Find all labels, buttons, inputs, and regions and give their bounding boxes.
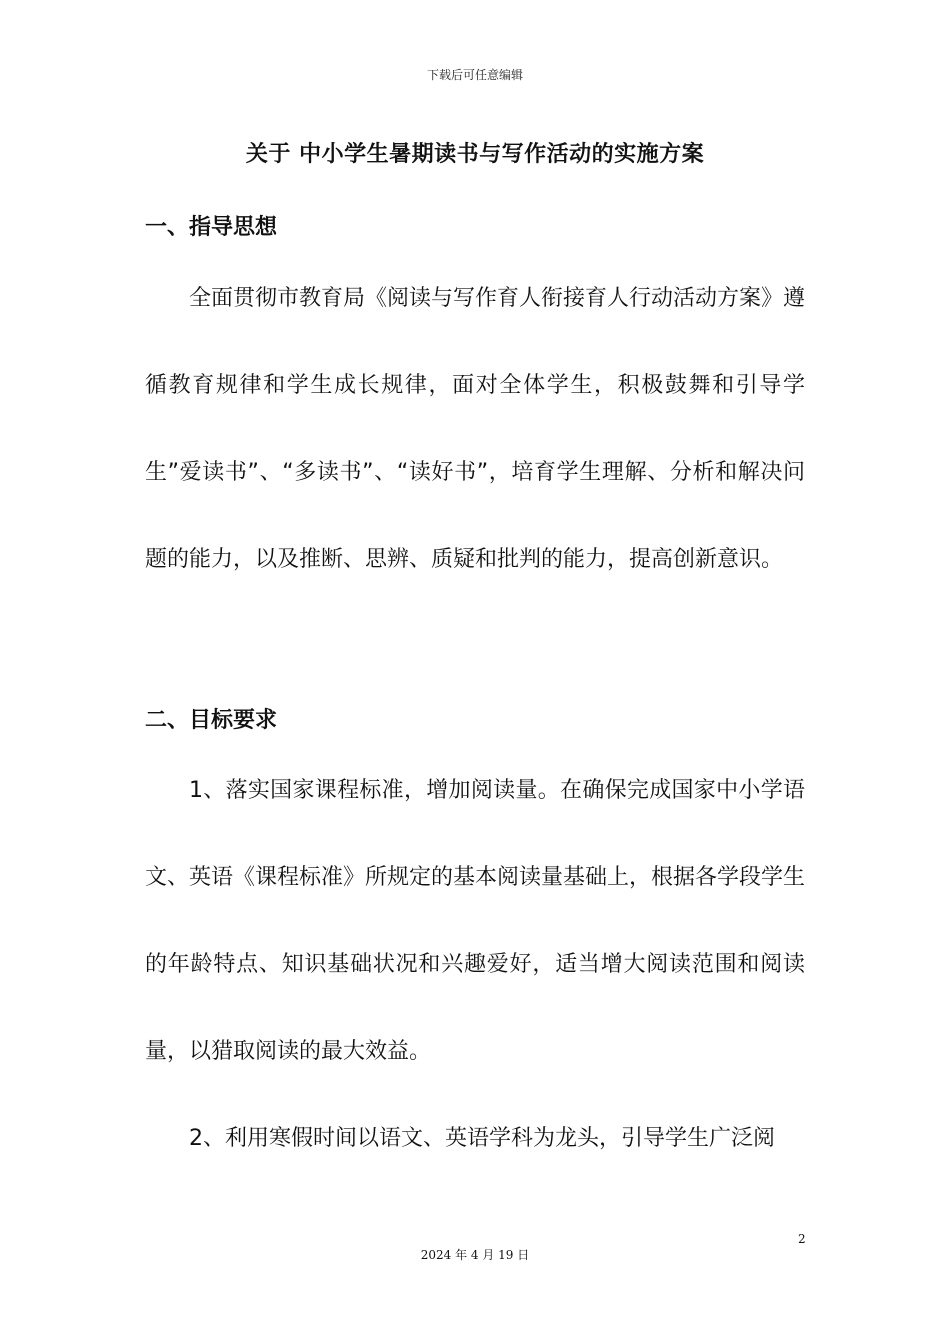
document-title: 关于 中小学生暑期读书与写作活动的实施方案 xyxy=(245,142,705,167)
paragraph-goal-2: 2、利用寒假时间以语文、英语学科为龙头，引导学生广泛阅 xyxy=(189,1126,775,1151)
header-note: 下载后可任意编辑 xyxy=(426,68,523,82)
footer-date: 2024 年 4 月 19 日 xyxy=(420,1248,530,1262)
paragraph-guiding-thought: 全面贯彻市教育局《阅读与写作育人衔接育人行动活动方案》遵循教育规律和学生成长规律，面对全体学生，积极鼓舞和引导学生”爱读书”、“多读书”、“读好书”，培育学生理解、分析和解决问题的能力，以及推断、思辨、质疑和批判的能力，提高创新意识。 xyxy=(145,286,806,572)
section-heading-guiding-thought: 一、指导思想 xyxy=(145,215,278,240)
paragraph-goal-1: 1、落实国家课程标准，增加阅读量。在确保完成国家中小学语文、英语《课程标准》所规定的基本阅读量基础上，根据各学段学生的年龄特点、知识基础状况和兴趣爱好，适当增大阅读范围和阅读量，以猎取阅读的最大效益。 xyxy=(145,778,806,1064)
section-heading-goals: 二、目标要求 xyxy=(145,708,278,733)
page-number: 2 xyxy=(798,1232,806,1246)
